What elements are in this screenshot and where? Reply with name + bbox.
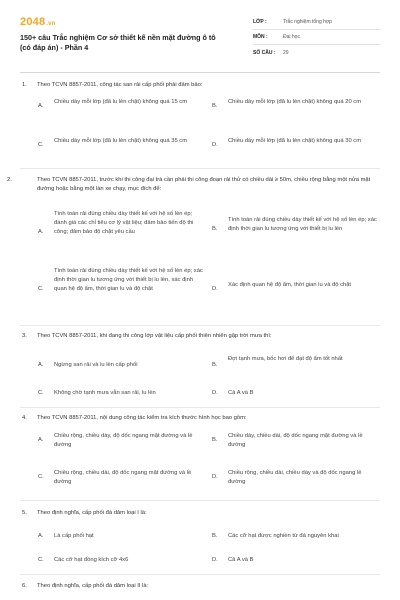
option-letter: B. [212,437,218,443]
question-separator [20,500,380,501]
option-text: Không chờ tạnh mưa vẫn san rải, lu lèn [54,390,156,396]
question-body: Theo TCVN 8857-2011, trước khi thi công đại trà cần phải thi công đoạn rải thử có chiều dài ≥ 50m, chiều rộng bằng một nửa mặt đường hoặc bằng một làn xe chạy, mục đích để: [37,177,371,192]
question-1-text [22,81,382,90]
question-body: Theo TCVN 8857-2011, công tác san rải cấp phối phải đảm bảo: [37,82,203,88]
question-3-text [22,332,382,341]
option-letter: C. [38,142,44,148]
option-letter: D. [212,557,218,563]
question-separator [20,325,380,326]
question-number: 1. [22,82,27,88]
option-text: Xác định quan hệ độ ẩm, thời gian lu và độ chặt [228,282,352,288]
document-title: 150+ câu Trắc nghiệm Cơ sở thiết kế nền mặt đường ô tô (có đáp án) - Phần 4 [20,33,216,52]
option-text: Chiều rộng, chiều dài, chiều dày và độ dốc ngang lề đường [228,470,362,486]
question-separator [20,574,380,575]
option-text: Là cấp phối hạt [54,533,94,539]
question-4-text [22,414,382,423]
option-text: Chiều rộng, chiều dày, độ dốc ngang mặt đường và lề đường [54,433,193,449]
option-text: Tính toán rải đúng chiều dày thiết kế với hệ số lèn ép; đánh giá các chỉ tiêu cơ lý vật liệu; đảm bảo tiến độ thi công; đảm bảo độ chặt yêu cầu [54,211,194,236]
option-text: Chiều rộng, chiều dài, độ dốc ngang mặt đường và lề đường [54,470,192,486]
meta-label: SỐ CÂU : [253,49,276,56]
option-text: Chiều dày mỗi lớp (đã lu lèn chặt) không quá 20 cm [228,99,362,105]
option-letter: D. [212,142,218,148]
option-letter: C. [38,286,44,292]
option-text: Tính toán rải đúng chiều dày thiết kế với hệ số lèn ép; xác định thời gian lu tương ứng với thiết bị lu lèn [228,217,377,233]
option-letter: A. [38,103,44,109]
question-2-text [7,176,382,194]
question-body: Theo TCVN 8857-2011, khi đang thi công lớp vật liệu cấp phối thiên nhiên gặp trời mưa thì: [37,333,272,339]
option-text: Chiều dày mỗi lớp (đã lu lèn chặt) không quá 15 cm [54,99,188,105]
meta-value: 29 [283,49,289,56]
option-text: Cả A và B [228,390,254,396]
option-text: Đợi tạnh mưa, bốc hơi để đạt độ ẩm tốt nhất [228,356,343,362]
question-number: 3. [22,333,27,339]
option-letter: D. [212,474,218,480]
option-letter: A. [38,533,44,539]
question-5-text [22,509,382,518]
option-text: Ngừng san rải và lu lèn cấp phối [54,362,138,368]
option-letter: B. [212,533,218,539]
question-number: 5. [22,510,27,516]
question-6-text [22,582,382,591]
option-letter: C. [38,390,44,396]
option-letter: B. [212,226,218,232]
option-text: Tính toán rải đúng chiều dày thiết kế với hệ số lèn ép; xác định thời gian lu tương ứng với thiết bị lu lèn, xác định quan hệ độ ẩm, thời gian lu và độ chặt [54,268,203,293]
option-text: Cả A và B [228,557,254,563]
question-number: 2. [7,177,12,183]
question-body: Theo định nghĩa, cấp phối đá dăm loại II là: [37,583,149,589]
logo-text: 2048 [20,16,46,28]
meta-label: LỚP : [253,19,267,25]
option-letter: D. [212,286,218,292]
option-letter: B. [212,103,218,109]
option-text: Các cỡ hạt đồng kích cỡ 4x6 [54,557,129,563]
option-letter: A. [38,362,44,368]
option-text: Các cỡ hạt được nghiền từ đá nguyên khai [228,533,339,539]
option-text: Chiều dày, chiều dài, độ dốc ngang mặt đường và lề đường [228,433,363,449]
question-separator [20,168,380,169]
option-letter: B. [212,362,218,368]
meta-value: Đại học [283,34,300,40]
option-letter: C. [38,474,44,480]
option-letter: C. [38,557,44,563]
option-text: Chiều dày mỗi lớp (đã lu lèn chặt) không quá 30 cm [228,138,362,144]
logo-tld: .vn [46,21,56,27]
question-separator [20,407,380,408]
option-text: Chiều dày mỗi lớp (đã lu lèn chặt) không quá 35 cm [54,138,188,144]
meta-label: MÔN : [253,34,268,40]
question-number: 6. [22,583,27,589]
question-number: 4. [22,415,27,421]
question-body: Theo định nghĩa, cấp phối đá dăm loại I là: [37,510,147,516]
question-body: Theo TCVN 8857-2011, nội dung công tác kiểm tra kích thước hình học bao gồm: [37,415,247,421]
option-letter: A. [38,437,44,443]
option-letter: A. [38,229,44,235]
meta-value: Trắc nghiệm tổng hợp [283,19,332,25]
option-letter: D. [212,390,218,396]
